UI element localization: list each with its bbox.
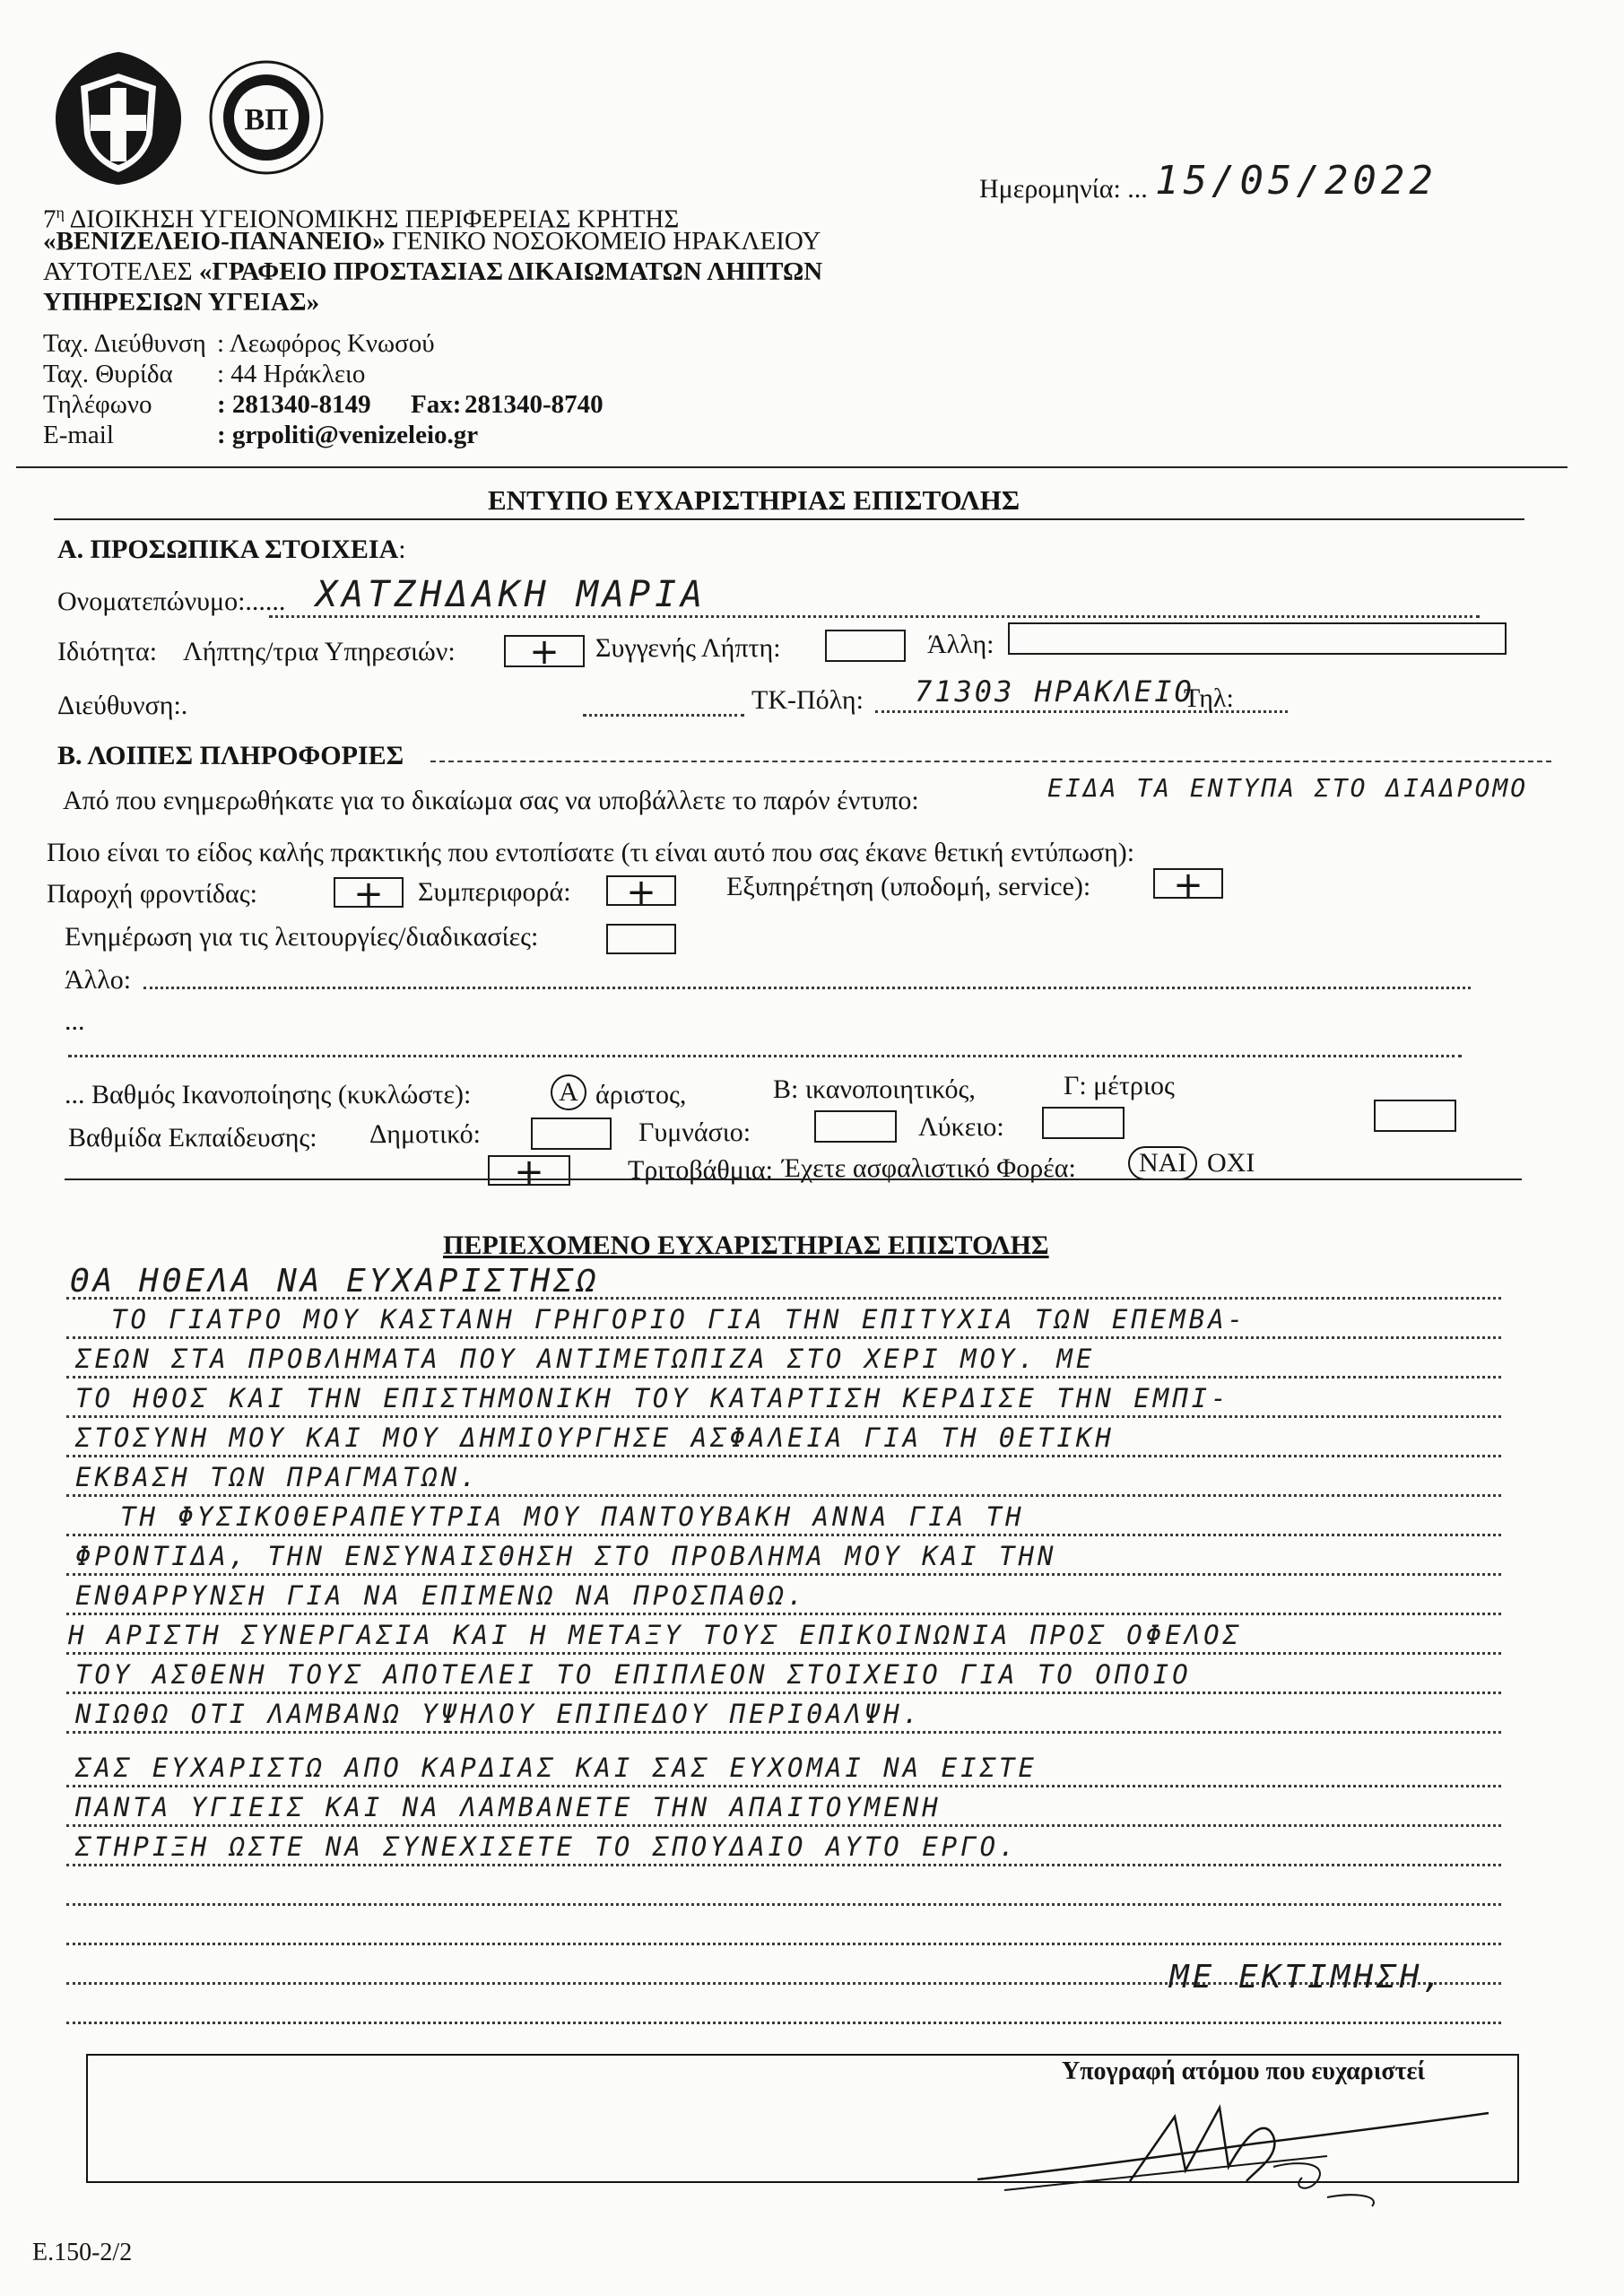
rating-label: ... Βαθμός Ικανοποίησης (κυκλώστε): [65, 1080, 472, 1109]
behaviour-label: Συμπεριφορά: [418, 877, 571, 907]
postal-city-label: ΤΚ-Πόλη: [751, 685, 864, 715]
content-dotted-line [66, 1573, 1501, 1576]
other-dotted-line-2 [68, 1055, 1462, 1057]
care-label: Παροχή φροντίδας: [47, 879, 257, 909]
service-label: Εξυπηρέτηση (υποδομή, service): [726, 872, 1091, 901]
service-checkbox[interactable]: + [1153, 868, 1223, 899]
name-dotted-line [269, 615, 1480, 618]
content-dotted-line [66, 1534, 1501, 1536]
letter-line-5: ΣΤΟΣΥΝΗ ΜΟΥ ΚΑΙ ΜΟΥ ΔΗΜΙΟΥΡΓΗΣΕ ΑΣΦΑΛΕΙΑ ΓΙΑ ΤΗ ΘΕΤΙΚΗ [75, 1422, 1115, 1453]
insurance-no-label: ΟΧΙ [1207, 1148, 1255, 1178]
relative-label: Συγγενής Λήπτη: [595, 633, 781, 663]
form-title: ΕΝΤΥΠΟ ΕΥΧΑΡΙΣΤΗΡΙΑΣ ΕΠΙΣΤΟΛΗΣ [488, 484, 1020, 516]
secondary-label: Γυμνάσιο: [638, 1118, 751, 1147]
content-dotted-line [66, 1864, 1501, 1866]
hospital-logo-letters: ΒΠ [244, 103, 289, 136]
hospital-name-line: «ΒΕΝΙΖΕΛΕΙΟ-ΠΑΝΑΝΕΙΟ» ΓΕΝΙΚΟ ΝΟΣΟΚΟΜΕΙΟ ΗΡΑΚΛΕΙΟΥ [43, 227, 821, 256]
address-value: : Λεωφόρος Κνωσού [217, 329, 435, 358]
email-label: E-mail [43, 421, 114, 449]
secondary-checkbox[interactable] [814, 1110, 897, 1143]
rating-c-label: Γ: μέτριος [1064, 1071, 1175, 1100]
lyceum-checkbox[interactable] [1042, 1107, 1125, 1139]
phone-label: Τηλέφωνο [43, 390, 152, 419]
letter-line-11: ΤΟΥ ΑΣΘΕΝΗ ΤΟΥΣ ΑΠΟΤΕΛΕΙ ΤΟ ΕΠΙΠΛΕΟΝ ΣΤΟΙΧΕΙΟ ΓΙΑ ΤΟ ΟΠΟΙΟ [75, 1659, 1192, 1690]
rating-b-label: Β: ικανοποιητικός, [773, 1074, 976, 1104]
office-name-line-1: ΑΥΤΟΤΕΛΕΣ «ΓΡΑΦΕΙΟ ΠΡΟΣΤΑΣΙΑΣ ΔΙΚΑΙΩΜΑΤΩΝ ΛΗΠΤΩΝ [43, 257, 823, 286]
form-code: Ε.150-2/2 [32, 2239, 133, 2266]
source-question: Από που ενημερωθήκατε για το δικαίωμα σας να υποβάλλετε το παρόν έντυπο: [63, 786, 919, 815]
content-dotted-line [66, 1376, 1501, 1378]
section-a-title: Α. ΠΡΟΣΩΠΙΚΑ ΣΤΟΙΧΕΙΑ: [57, 535, 406, 564]
rating-a-label: άριστος, [595, 1080, 687, 1109]
other-ellipsis: ... [65, 1006, 85, 1036]
behaviour-checkbox[interactable]: + [606, 875, 676, 906]
address-dotted-line [583, 714, 744, 717]
pobox-value: : 44 Ηράκλειο [217, 360, 366, 388]
insurance-label: Έχετε ασφαλιστικό Φορέα: [782, 1153, 1076, 1183]
content-dotted-line [66, 1455, 1501, 1457]
fax-value: 281340-8740 [465, 390, 604, 419]
section-b-rule [430, 761, 1551, 762]
content-dotted-line [66, 1336, 1501, 1339]
letter-line-10: Η ΑΡΙΣΤΗ ΣΥΝΕΡΓΑΣΙΑ ΚΑΙ Η ΜΕΤΑΞΥ ΤΟΥΣ ΕΠΙΚΟΙΝΩΝΙΑ ΠΡΟΣ ΟΦΕΛΟΣ [68, 1620, 1243, 1650]
street-address-label: Διεύθυνση:. [57, 691, 188, 720]
other-practice-label: Άλλο: [65, 965, 132, 995]
letter-line-2: ΤΟ ΓΙΑΤΡΟ ΜΟΥ ΚΑΣΤΑΝΗ ΓΡΗΓΟΡΙΟ ΓΙΑ ΤΗΝ ΕΠΙΤΥΧΙΑ ΤΩΝ ΕΠΕΜΒΑ- [111, 1304, 1247, 1335]
content-dotted-line [66, 1415, 1501, 1418]
tertiary-checkbox[interactable]: + [488, 1155, 570, 1186]
content-title: ΠΕΡΙΕΧΟΜΕΝΟ ΕΥΧΑΡΙΣΤΗΡΙΑΣ ΕΠΙΣΤΟΛΗΣ [443, 1231, 1049, 1260]
name-value: ΧΑΤΖΗΔΑΚΗ ΜΑΡΙΑ [316, 574, 708, 615]
primary-label: Δημοτικό: [369, 1119, 481, 1149]
content-dotted-line [66, 1903, 1501, 1906]
fax-label: Fax: [411, 390, 462, 419]
postal-city-value: 71303 ΗΡΑΚΛΕΙΟ [915, 674, 1194, 709]
signature-label: Υπογραφή ατόμου που ευχαριστεί [1062, 2057, 1426, 2085]
rating-a-circled[interactable]: Α [551, 1074, 586, 1110]
letter-line-7: ΤΗ ΦΥΣΙΚΟΘΕΡΑΠΕΥΤΡΙΑ ΜΟΥ ΠΑΝΤΟΥΒΑΚΗ ΑΝΝΑ ΓΙΑ ΤΗ [120, 1501, 1025, 1532]
content-dotted-line [66, 1824, 1501, 1827]
letter-line-8: ΦΡΟΝΤΙΔΑ, ΤΗΝ ΕΝΣΥΝΑΙΣΘΗΣΗ ΣΤΟ ΠΡΟΒΛΗΜΑ ΜΟΥ ΚΑΙ ΤΗΝ [75, 1541, 1057, 1571]
pobox-label: Ταχ. Θυρίδα [43, 360, 173, 388]
address-label: Ταχ. Διεύθυνση [43, 329, 206, 358]
section-b-title: Β. ΛΟΙΠΕΣ ΠΛΗΡΟΦΟΡΙΕΣ [57, 741, 404, 770]
info-label: Ενημέρωση για τις λειτουργίες/διαδικασίες: [65, 922, 539, 952]
title-underline [54, 518, 1524, 520]
lyceum-label: Λύκειο: [918, 1112, 1004, 1142]
header-divider [16, 466, 1568, 468]
content-dotted-line [66, 1943, 1501, 1945]
other-dotted-line-1 [143, 987, 1471, 989]
content-dotted-line [66, 1613, 1501, 1615]
date-label: Ημερομηνία: ... [979, 174, 1148, 204]
signature-scribble [951, 2081, 1507, 2215]
education-label: Βαθμίδα Εκπαίδευσης: [68, 1123, 317, 1152]
other-capacity-label: Άλλη: [927, 630, 994, 659]
date-value: 15/05/2022 [1155, 158, 1437, 204]
phone-value: : 281340-8149 [217, 390, 371, 419]
content-dotted-line [66, 1731, 1501, 1734]
letter-line-12: ΝΙΩΘΩ ΟΤΙ ΛΑΜΒΑΝΩ ΥΨΗΛΟΥ ΕΠΙΠΕΔΟΥ ΠΕΡΙΘΑΛΨΗ. [75, 1699, 923, 1729]
content-dotted-line [66, 1494, 1501, 1497]
capacity-label: Ιδιότητα: [57, 637, 158, 666]
content-dotted-line [66, 2022, 1501, 2024]
care-checkbox[interactable]: + [334, 877, 404, 908]
letter-line-3: ΣΕΩΝ ΣΤΑ ΠΡΟΒΛΗΜΑΤΑ ΠΟΥ ΑΝΤΙΜΕΤΩΠΙΖΑ ΣΤΟ ΧΕΡΙ ΜΟΥ. ΜΕ [75, 1344, 1096, 1374]
insurance-yes-circled[interactable]: ΝΑΙ [1128, 1146, 1197, 1180]
greek-coat-of-arms-logo [47, 47, 190, 190]
tertiary-label: Τριτοβάθμια: [628, 1155, 773, 1185]
relative-checkbox[interactable] [825, 630, 906, 662]
source-answer: ΕΙΔΑ ΤΑ ΕΝΤΥΠΑ ΣΤΟ ΔΙΑΔΡΟΜΟ [1047, 773, 1529, 803]
office-name-line-2: ΥΠΗΡΕΣΙΩΝ ΥΓΕΙΑΣ» [43, 288, 320, 317]
hospital-logo [199, 50, 334, 185]
letter-line-1: ΘΑ ΗΘΕΛΑ ΝΑ ΕΥΧΑΡΙΣΤΗΣΩ [70, 1263, 600, 1300]
letter-line-14: ΠΑΝΤΑ ΥΓΙΕΙΣ ΚΑΙ ΝΑ ΛΑΜΒΑΝΕΤΕ ΤΗΝ ΑΠΑΙΤΟΥΜΕΝΗ [75, 1792, 942, 1822]
content-dotted-line [66, 1785, 1501, 1787]
primary-checkbox[interactable] [531, 1118, 612, 1150]
letter-line-6: ΕΚΒΑΣΗ ΤΩΝ ΠΡΑΓΜΑΤΩΝ. [75, 1462, 480, 1492]
section-b-bottom-rule [65, 1178, 1522, 1180]
info-checkbox[interactable] [606, 924, 676, 954]
email-value: : grpoliti@venizeleio.gr [217, 421, 479, 449]
name-label: Ονοματεπώνυμο:...... [57, 587, 286, 616]
letter-line-4: ΤΟ ΗΘΟΣ ΚΑΙ ΤΗΝ ΕΠΙΣΤΗΜΟΝΙΚΗ ΤΟΥ ΚΑΤΑΡΤΙΣΗ ΚΕΡΔΙΣΕ ΤΗΝ ΕΜΠΙ- [75, 1383, 1230, 1413]
other-capacity-field[interactable] [1008, 622, 1507, 655]
region-authority-line: $7^\eta$ ΔΙΟΙΚΗΣΗ ΥΓΕΙΟΝΟΜΙΚΗΣ ΠΕΡΙΦΕΡΕΙΑΣ ΚΡΗΤΗΣ [43, 204, 680, 234]
letter-line-9: ΕΝΘΑΡΡΥΝΣΗ ΓΙΑ ΝΑ ΕΠΙΜΕΝΩ ΝΑ ΠΡΟΣΠΑΘΩ. [75, 1580, 807, 1611]
extra-checkbox[interactable] [1374, 1100, 1456, 1132]
letter-line-15: ΣΤΗΡΙΞΗ ΩΣΤΕ ΝΑ ΣΥΝΕΧΙΣΕΤΕ ΤΟ ΣΠΟΥΔΑΙΟ ΑΥΤΟ ΕΡΓΟ. [75, 1831, 1019, 1862]
content-dotted-line [66, 1692, 1501, 1694]
phone-field-label: Τηλ: [1184, 683, 1234, 713]
content-dotted-line [66, 1652, 1501, 1655]
letter-line-13: ΣΑΣ ΕΥΧΑΡΙΣΤΩ ΑΠΟ ΚΑΡΔΙΑΣ ΚΑΙ ΣΑΣ ΕΥΧΟΜΑΙ ΝΑ ΕΙΣΤΕ [75, 1752, 1038, 1783]
practice-question: Ποιο είναι το είδος καλής πρακτικής που εντοπίσατε (τι είναι αυτό που σας έκανε θετική εντύπωση): [47, 838, 1135, 867]
letter-closing: ΜΕ ΕΚΤΙΜΗΣΗ, [1169, 1959, 1446, 1996]
recipient-checkbox[interactable]: + [504, 635, 585, 667]
recipient-label: Λήπτης/τρια Υπηρεσιών: [183, 637, 456, 666]
